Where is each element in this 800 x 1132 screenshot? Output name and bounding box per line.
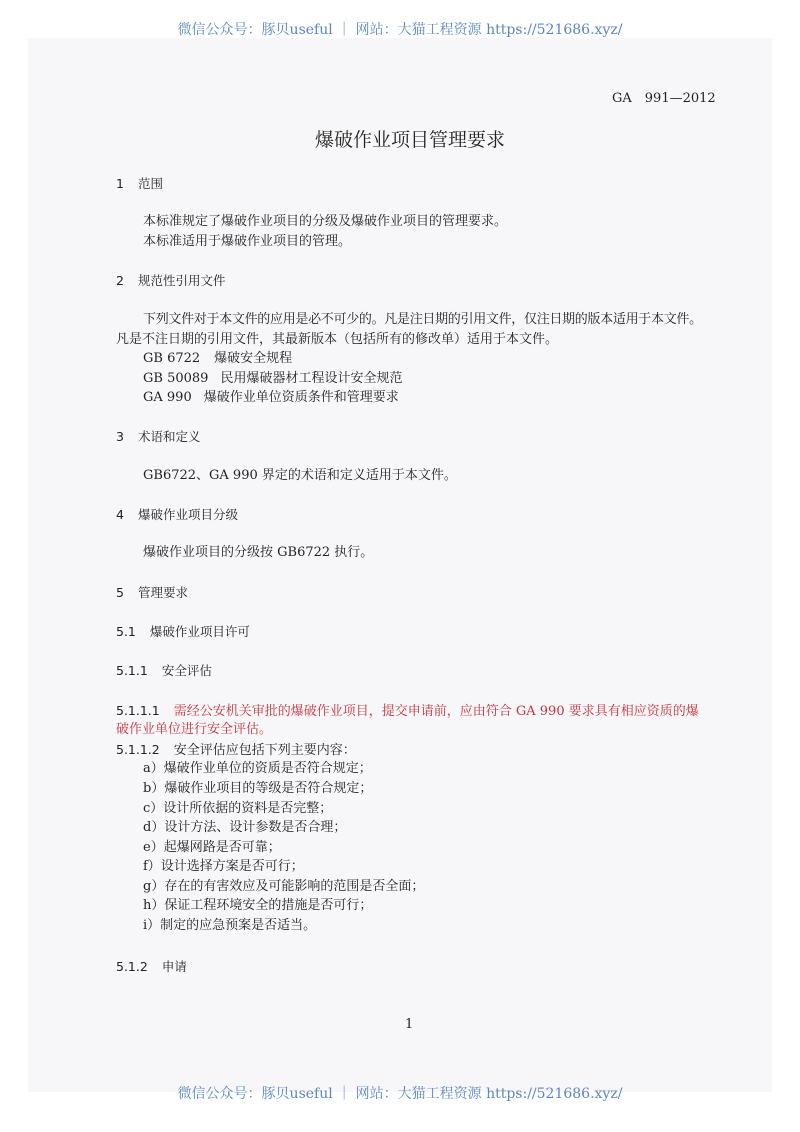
paragraph: 本标准规定了爆破作业项目的分级及爆破作业项目的管理要求。 — [143, 214, 508, 229]
list-item: f）设计选择方案是否可行； — [143, 859, 304, 874]
doc-code: GA 991—2012 — [612, 91, 716, 106]
list-item: d）设计方法、设计参数是否合理； — [143, 820, 347, 835]
list-item: b）爆破作业项目的等级是否符合规定； — [143, 781, 373, 796]
page-number: 1 — [405, 1017, 414, 1032]
clause-5-1-1-1-cont: 破作业单位进行安全评估。 — [116, 722, 273, 737]
reference-item: GB 50089 民用爆破器材工程设计安全规范 — [143, 371, 403, 386]
list-item: a）爆破作业单位的资质是否符合规定； — [143, 761, 372, 776]
clause-5-1-1-2: 5.1.1.2 安全评估应包括下列主要内容： — [116, 742, 356, 758]
section-2-heading: 2 规范性引用文件 — [116, 273, 226, 288]
section-4-heading: 4 爆破作业项目分级 — [116, 507, 238, 522]
section-5-heading: 5 管理要求 — [116, 585, 188, 600]
paragraph: 本标准适用于爆破作业项目的管理。 — [143, 234, 352, 249]
section-5-1-heading: 5.1 爆破作业项目许可 — [116, 624, 250, 639]
paragraph: 凡是不注日期的引用文件，其最新版本（包括所有的修改单）适用于本文件。 — [116, 332, 559, 347]
clause-5-1-1-1: 5.1.1.1 需经公安机关审批的爆破作业项目，提交申请前，应由符合 GA 990 要求具有相应资质的爆 — [116, 703, 699, 719]
list-item: g）存在的有害效应及可能影响的范围是否全面； — [143, 879, 425, 894]
paragraph: 下列文件对于本文件的应用是必不可少的。凡是注日期的引用文件，仅注日期的版本适用于本文件。 — [143, 312, 702, 327]
reference-item: GA 990 爆破作业单位资质条件和管理要求 — [143, 390, 399, 405]
list-item: h）保证工程环境安全的措施是否可行； — [143, 898, 373, 913]
paragraph: GB6722、GA 990 界定的术语和定义适用于本文件。 — [143, 468, 457, 483]
list-item: c）设计所依据的资料是否完整； — [143, 801, 333, 816]
section-3-heading: 3 术语和定义 — [116, 429, 201, 444]
list-item: i）制定的应急预案是否适当。 — [143, 918, 317, 933]
document-page — [28, 38, 772, 1092]
section-5-1-1-heading: 5.1.1 安全评估 — [116, 663, 212, 678]
reference-item: GB 6722 爆破安全规程 — [143, 351, 293, 366]
page-title: 爆破作业项目管理要求 — [314, 129, 505, 151]
watermark-top: 微信公众号：豚贝useful ｜ 网站：大猫工程资源 https://521686.xyz/ — [177, 22, 623, 38]
watermark-bottom: 微信公众号：豚贝useful ｜ 网站：大猫工程资源 https://521686.xyz/ — [177, 1086, 623, 1102]
list-item: e）起爆网路是否可靠； — [143, 840, 281, 855]
section-5-1-2-heading: 5.1.2 申请 — [116, 959, 187, 974]
paragraph: 爆破作业项目的分级按 GB6722 执行。 — [143, 545, 374, 560]
section-1-heading: 1 范围 — [116, 176, 163, 191]
